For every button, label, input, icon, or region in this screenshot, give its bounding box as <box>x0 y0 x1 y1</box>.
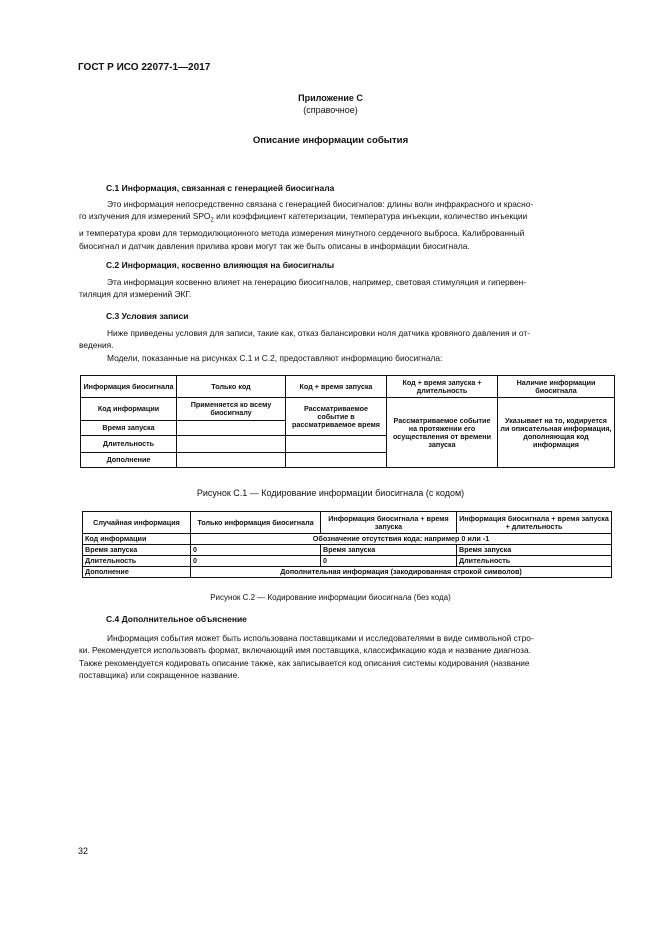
table-cell: Дополнительная информация (закодированная строкой символов) <box>191 567 612 578</box>
table-cell-empty <box>286 453 387 468</box>
table-cell: Применяется ко всему биосигналу <box>177 398 286 421</box>
table-cell: Рассматриваемое событие на протяжении его осуществления от времени запуска <box>387 398 498 468</box>
page-number: 32 <box>78 846 89 856</box>
standard-header: ГОСТ Р ИСО 22077-1—2017 <box>78 62 211 73</box>
section-c1-heading: С.1 Информация, связанная с генерацией биосигнала <box>106 183 335 193</box>
table-cell: Рассматриваемое событие в рассматриваемое время <box>286 398 387 436</box>
table-row-label: Код информации <box>83 534 191 545</box>
document-title: Описание информации события <box>252 135 409 146</box>
table-row-label: Длительность <box>81 436 177 453</box>
table-header-cell: Наличие информации биосигнала <box>498 376 615 398</box>
figure-c1-table <box>80 375 615 468</box>
section-c3-text: Ниже приведены условия для записи, такие как, отказ балансировки ноля датчика кровяного давления и от- ведения. Модели, показанные на рисунках С.1 и С.2, предоставляют информацию биосигнала: <box>79 328 531 363</box>
table-cell: 0 <box>191 545 321 556</box>
figure-c2-caption: Рисунок С.2 — Кодирование информации биосигнала (без кода) <box>210 593 451 602</box>
table-cell: 0 <box>191 556 321 567</box>
c1-line: и температура крови для термодилюционного метода измерения минутного сердечного выброса. Калиброванный <box>79 228 525 239</box>
table-header-cell: Случайная информация <box>83 512 191 534</box>
table-cell-empty <box>177 421 286 436</box>
table-cell: Обозначение отсутствия кода: например 0 или -1 <box>191 534 612 545</box>
table-header-cell: Код + время запуска + длительность <box>387 376 498 398</box>
table-row-label: Время запуска <box>83 545 191 556</box>
table-header-cell: Информация биосигнала + время запуска <box>321 512 457 534</box>
table-header-cell: Информация биосигнала + время запуска + длительность <box>457 512 612 534</box>
table-header-cell: Код + время запуска <box>286 376 387 398</box>
table-cell-empty <box>286 436 387 453</box>
table-row-label: Время запуска <box>81 421 177 436</box>
section-c2-text: Эта информация косвенно влияет на генерацию биосигналов, например, световая стимуляция и гипервен- тиляция для измерений ЭКГ. <box>79 277 527 300</box>
c1-line: Это информация непосредственно связана с генерацией биосигналов: длины волн инфракрасного и красно- <box>107 199 534 209</box>
section-c2-heading: С.2 Информация, косвенно влияющая на биосигналы <box>106 260 335 270</box>
table-header-cell: Информация биосигнала <box>81 376 177 398</box>
c1-line: биосигнал и датчик давления прилива крови могут так же быть описаны в информации биосигнала. <box>79 240 470 251</box>
section-c1-text <box>79 198 616 252</box>
table-header-cell: Только информация биосигнала <box>191 512 321 534</box>
table-cell: Время запуска <box>321 545 457 556</box>
table-cell-empty <box>177 453 286 468</box>
appendix-title: Приложение С <box>298 93 363 103</box>
appendix-subtitle: (справочное) <box>303 105 358 115</box>
table-cell: Длительность <box>457 556 612 567</box>
table-cell: 0 <box>321 556 457 567</box>
section-c4-text: Информация события может быть использована поставщиками и исследователями в виде символьной стро- ки. Рекомендуется использовать формат, включающий имя поставщика, классификацию кода и название диагноза. Также рекомендуется кодировать описание также, как записывается код описания системы кодирования (название поставщика) или сокращенное название. <box>79 633 534 681</box>
table-header-cell: Только код <box>177 376 286 398</box>
table-cell: Указывает на то, кодируется ли описательная информация, дополняющая код информация <box>498 398 615 468</box>
section-c3-heading: С.3 Условия записи <box>106 311 189 321</box>
table-row-label: Код информации <box>81 398 177 421</box>
section-c4-heading: С.4 Дополнительное объяснение <box>106 614 247 624</box>
table-row-label: Длительность <box>83 556 191 567</box>
figure-c1-caption: Рисунок С.1 — Кодирование информации биосигнала (с кодом) <box>196 488 465 498</box>
table-cell: Время запуска <box>457 545 612 556</box>
table-cell-empty <box>177 436 286 453</box>
table-row-label: Дополнение <box>81 453 177 468</box>
figure-c2-table <box>82 511 612 578</box>
c1-line: го излучения для измерений $SPO_2$ или коэффициент катетеризации, температура инъекции, количество инъекции <box>79 211 528 225</box>
table-row-label: Дополнение <box>83 567 191 578</box>
